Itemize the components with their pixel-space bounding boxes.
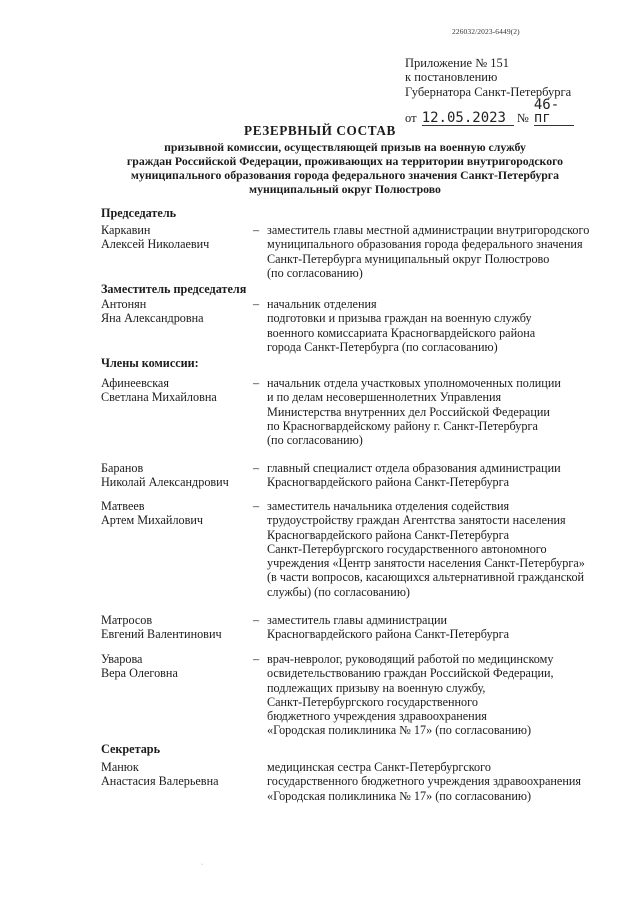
section-deputy: Заместитель председателя <box>101 282 247 296</box>
position-line: «Городская поликлиника № 17» (по согласованию) <box>267 723 532 738</box>
member-position <box>267 652 617 738</box>
position-line: по Красногвардейскому району г. Санкт-Петербурга <box>267 418 538 433</box>
position-line: военного комиссариата Красногвардейского района <box>267 325 536 340</box>
given-names: Вера Олеговна <box>101 666 178 681</box>
surname: Баранов <box>101 461 144 475</box>
position-line: трудоустройству граждан Агентства занятости населения <box>267 513 566 528</box>
position-line: заместитель главы местной администрации внутригородского <box>267 223 590 237</box>
position-line: города Санкт-Петербурга (по согласованию) <box>267 339 498 354</box>
position-line: начальник отделения <box>267 297 377 311</box>
surname: Афинеевская <box>101 376 169 390</box>
surname: Манюк <box>101 760 139 774</box>
dash: – <box>253 499 260 513</box>
position-line: Министерства внутренних дел Российской Федерации <box>267 404 550 419</box>
position-line: Красногвардейского района Санкт-Петербурга <box>267 627 510 642</box>
surname: Уварова <box>101 652 143 666</box>
subtitle-line: муниципального образования города федерального значения Санкт-Петербурга <box>130 168 560 182</box>
position-line: подлежащих призыву на военную службу, <box>267 680 486 695</box>
surname: Матвеев <box>101 499 145 513</box>
position-line: учреждения «Центр занятости населения Санкт-Петербурга» <box>267 556 585 571</box>
number-prefix: № <box>516 110 529 125</box>
position-line: врач-невролог, руководящий работой по медицинскому <box>267 652 554 666</box>
member-position <box>267 461 617 490</box>
position-line: заместитель начальника отделения содействия <box>267 499 510 513</box>
dash: – <box>253 376 260 390</box>
member-position <box>267 760 617 803</box>
given-names: Евгений Валентинович <box>101 627 222 642</box>
position-line: государственного бюджетного учреждения здравоохранения <box>267 774 581 789</box>
dash: – <box>253 223 260 237</box>
given-names: Артем Михайлович <box>101 513 204 528</box>
annex-line-1: Приложение № 151 <box>405 56 510 70</box>
subtitle-line: муниципальный округ Полюстрово <box>249 182 441 196</box>
surname: Антонян <box>101 297 147 311</box>
member-position <box>267 223 617 280</box>
subtitle-line: граждан Российской Федерации, проживающих на территории внутригородского <box>126 154 564 168</box>
position-line: подготовки и призыва граждан на военную службу <box>267 311 532 326</box>
given-names: Яна Александровна <box>101 311 204 326</box>
subtitle-line: призывной комиссии, осуществляющей призыв на военную службу <box>164 140 526 154</box>
decree-date: 12.05.2023 <box>422 112 514 126</box>
section-chairman: Председатель <box>101 206 177 220</box>
scan-dot: · <box>201 862 203 868</box>
position-line: освидетельствованию граждан Российской Федерации, <box>267 666 554 681</box>
annex-block <box>405 56 574 126</box>
position-line: (по согласованию) <box>267 265 363 280</box>
dash: – <box>253 652 260 666</box>
member-name <box>101 376 251 405</box>
section-members: Члены комиссии: <box>101 356 199 370</box>
member-name <box>101 297 251 326</box>
position-line: (в части вопросов, касающихся альтернативной гражданской <box>267 570 585 585</box>
annex-date-line <box>405 96 574 126</box>
given-names: Николай Александрович <box>101 475 229 490</box>
position-line: (по согласованию) <box>267 433 363 448</box>
member-name <box>101 760 251 789</box>
member-position <box>267 499 617 599</box>
position-line: Красногвардейского района Санкт-Петербурга <box>267 527 510 542</box>
position-line: Санкт-Петербурга муниципальный округ Полюстрово <box>267 251 550 266</box>
position-line: главный специалист отдела образования администрации <box>267 461 561 475</box>
position-line: и по делам несовершеннолетних Управления <box>267 390 502 405</box>
document-subtitle <box>100 140 590 196</box>
member-name <box>101 499 251 528</box>
member-position <box>267 297 617 354</box>
position-line: Красногвардейского района Санкт-Петербурга <box>267 475 510 490</box>
dash: – <box>253 613 260 627</box>
position-line: бюджетного учреждения здравоохранения <box>267 709 487 724</box>
position-line: муниципального образования города федерального значения <box>267 237 583 252</box>
surname: Матросов <box>101 613 153 627</box>
member-name <box>101 613 251 642</box>
date-prefix: от <box>405 110 417 125</box>
member-position <box>267 613 617 642</box>
dash: – <box>253 461 260 475</box>
section-secretary: Секретарь <box>101 742 161 756</box>
member-name <box>101 223 251 252</box>
position-line: заместитель главы администрации <box>267 613 448 627</box>
given-names: Анастасия Валерьевна <box>101 774 219 789</box>
member-name <box>101 652 251 681</box>
given-names: Алексей Николаевич <box>101 237 210 252</box>
given-names: Светлана Михайловна <box>101 390 217 405</box>
position-line: начальник отдела участковых уполномоченных полиции <box>267 376 561 390</box>
dash: – <box>253 297 260 311</box>
position-line: «Городская поликлиника № 17» (по согласованию) <box>267 788 532 803</box>
decree-number: 46-пг <box>534 99 574 126</box>
annex-line-3: Губернатора Санкт-Петербурга <box>405 84 572 99</box>
position-line: службы) (по согласованию) <box>267 584 410 599</box>
position-line: Санкт-Петербургского государственного <box>267 694 478 709</box>
position-line: Санкт-Петербургского государственного автономного <box>267 541 547 556</box>
document-title: РЕЗЕРВНЫЙ СОСТАВ <box>244 123 396 138</box>
position-line: медицинская сестра Санкт-Петербургского <box>267 760 491 774</box>
member-name <box>101 461 251 490</box>
surname: Каркавин <box>101 223 151 237</box>
annex-line-2: к постановлению <box>405 70 498 85</box>
member-position <box>267 376 617 447</box>
document-number: 226032/2023-6449(2) <box>452 27 520 36</box>
